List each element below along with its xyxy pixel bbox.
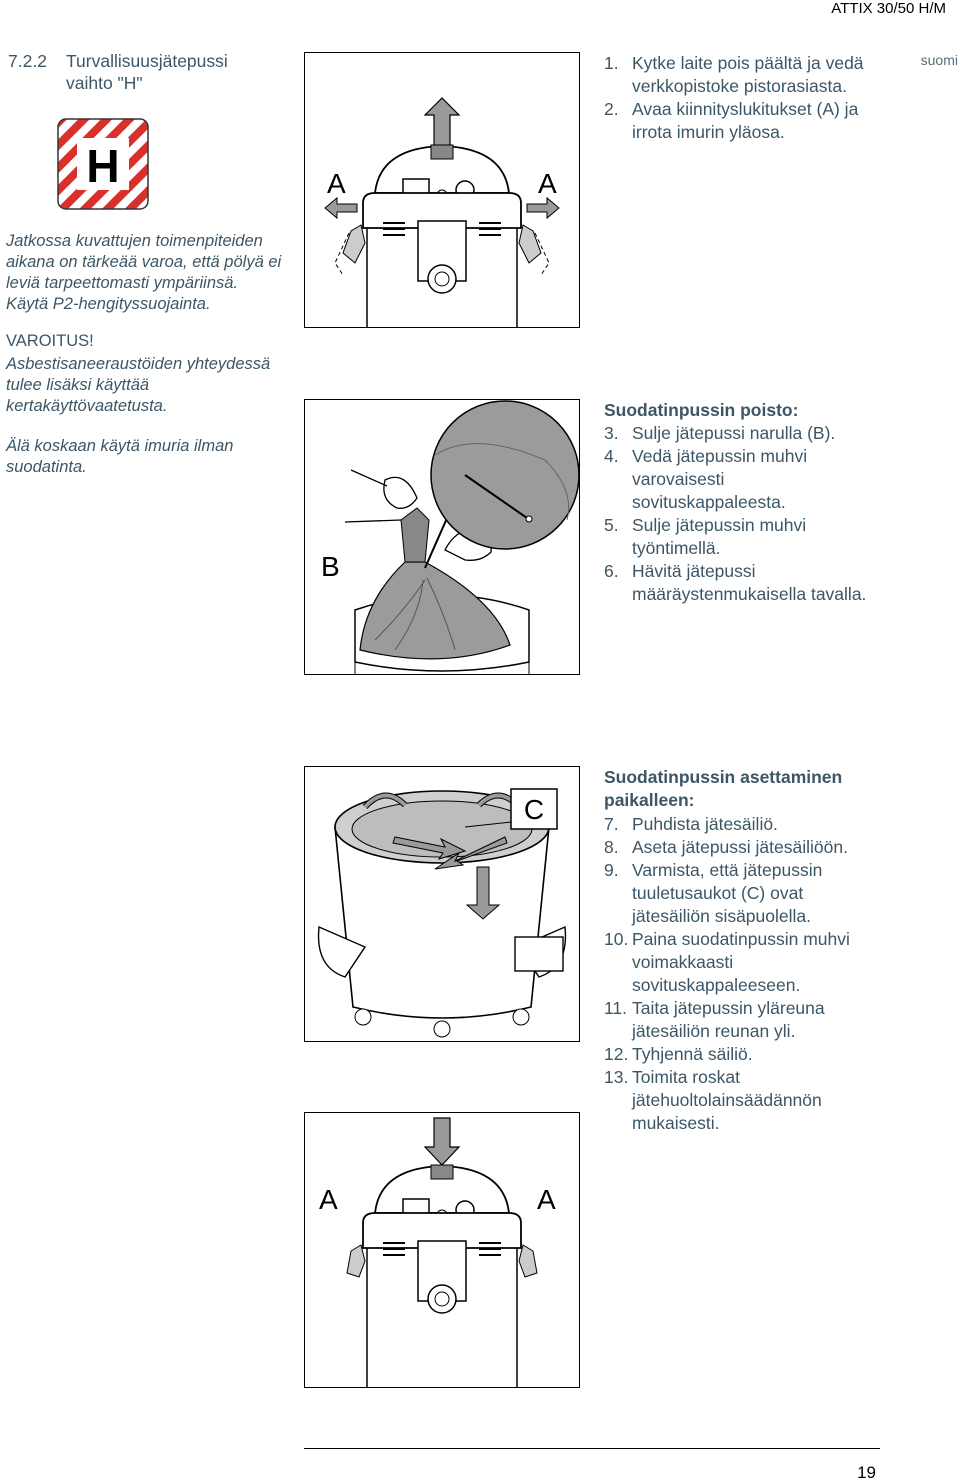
label-a-left: A [327, 168, 346, 199]
list-item: 1. Kytke laite pois päältä ja vedä verkkopistoke pistorasiasta. [604, 53, 864, 96]
footer-divider [304, 1448, 880, 1449]
list-item: 6. Hävitä jätepussi määräystenmukaisella tavalla. [604, 561, 867, 604]
down-arrow-icon [425, 1118, 459, 1165]
right-arrow-icon [527, 198, 559, 218]
list-item: 2. Avaa kiinnityslukitukset (A) ja irrota imurin yläosa. [604, 99, 859, 142]
h-letter: H [86, 140, 120, 192]
list-item: 12. Tyhjennä säiliö. [604, 1044, 753, 1064]
list-item: 3. Sulje jätepussi narulla (B). [604, 423, 836, 443]
page-number: 19 [857, 1463, 876, 1482]
list-item: 10. Paina suodatinpussin muhvi voimakkaasti sovituskappaleeseen. [604, 929, 850, 995]
figure-lid-removal [304, 52, 580, 328]
asbestos-warning: Asbestisaneeraustöiden yhteydessä tulee lisäksi käyttää kertakäyttövaatetusta. [6, 355, 271, 415]
list-item: 9. Varmista, että jätepussin tuuletusaukot (C) ovat jätesäiliön sisäpuolella. [604, 860, 823, 926]
section-title [8, 50, 278, 94]
language-label: suomi [920, 52, 958, 68]
section-title-line2: vaihto "H" [66, 73, 143, 93]
figure-bag-closing [304, 399, 580, 675]
install-steps-list [604, 813, 876, 1135]
list-item: 13. Toimita roskat jätehuoltolainsäädännön mukaisesti. [604, 1067, 822, 1133]
list-item: 4. Vedä jätepussin muhvi varovaisesti sovituskappaleesta. [604, 446, 808, 512]
install-heading: Suodatinpussin asettaminen paikalleen: [604, 767, 843, 810]
filter-warning: Älä koskaan käytä imuria ilman suodatinta. [6, 437, 234, 476]
header-model: ATTIX 30/50 H/M [831, 0, 946, 17]
list-item: 11. Taita jätepussin yläreuna jätesäiliön reunan yli. [604, 998, 825, 1041]
warning-heading: VAROITUS! [6, 332, 94, 350]
label-a-left: A [319, 1184, 338, 1215]
section-title-line1: Turvallisuusjätepussi [66, 51, 228, 71]
label-c: C [523, 794, 545, 825]
figure-bag-insertion [304, 766, 580, 1042]
figure-lid-attach [304, 1112, 580, 1388]
up-arrow-icon [425, 98, 459, 148]
section-number: 7.2.2 [8, 51, 47, 71]
steps-top-list [604, 52, 884, 144]
list-item: 5. Sulje jätepussin muhvi työntimellä. [604, 515, 807, 558]
label-a-right: A [537, 1184, 556, 1215]
list-item: 8. Aseta jätepussi jätesäiliöön. [604, 837, 848, 857]
removal-heading: Suodatinpussin poisto: [604, 400, 799, 420]
label-a-right: A [538, 168, 557, 199]
removal-steps-list [604, 422, 874, 606]
left-arrow-icon [325, 198, 357, 218]
h-class-sign [57, 118, 149, 210]
label-b: B [321, 551, 340, 582]
intro-text: Jatkossa kuvattujen toimenpiteiden aikana on tärkeää varoa, että pölyä ei leviä tarpeettomasti ympäriinsä. Käytä P2-hengityssuojainta. [6, 232, 282, 313]
list-item: 7. Puhdista jätesäiliö. [604, 814, 778, 834]
